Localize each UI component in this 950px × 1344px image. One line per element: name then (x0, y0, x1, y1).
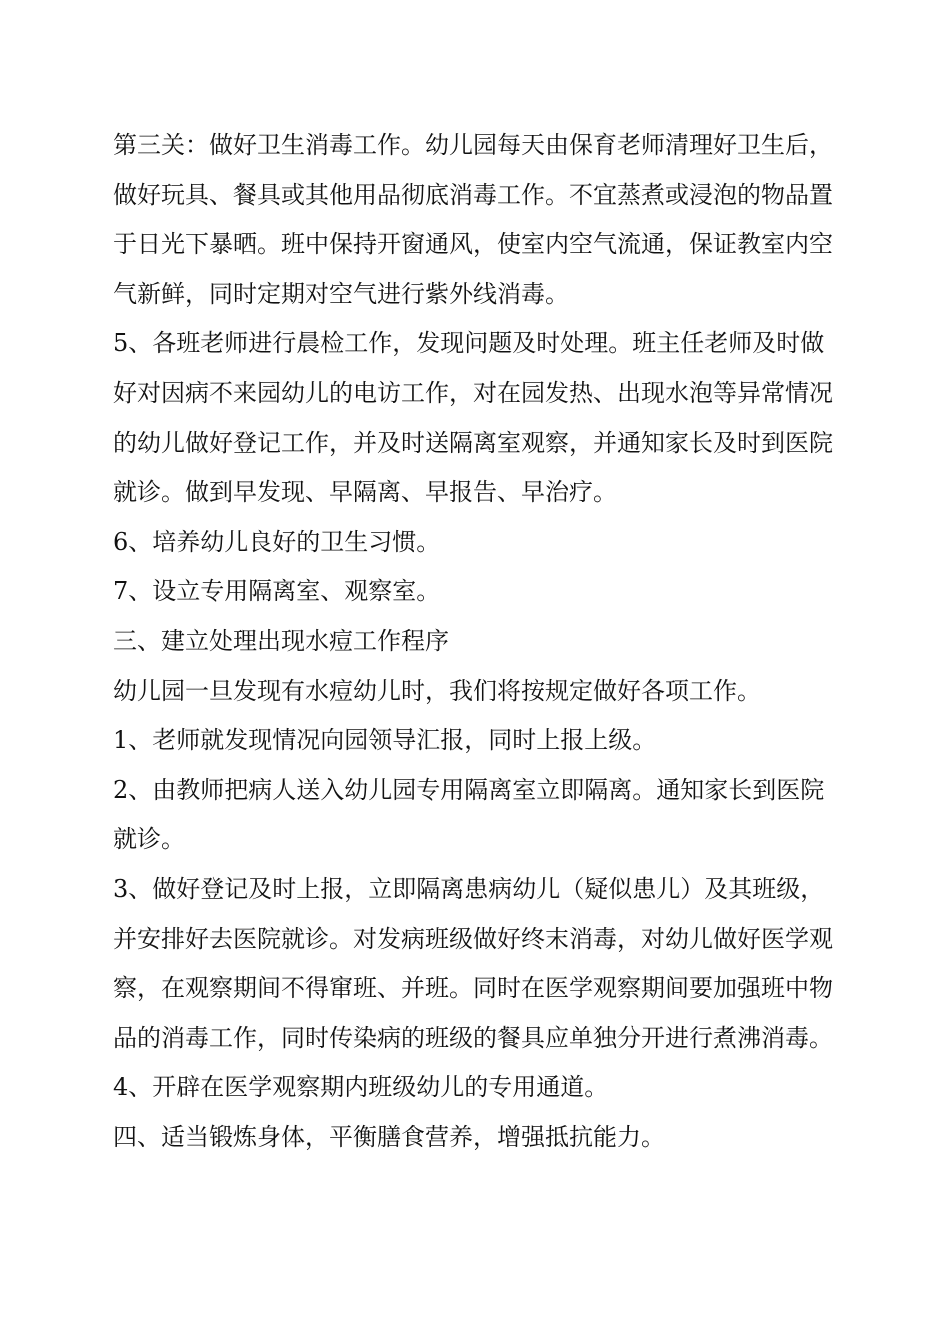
paragraph-step-1: 1、老师就发现情况向园领导汇报，同时上报上级。 (113, 726, 657, 755)
paragraph-step-2: 2、由教师把病人送入幼儿园专用隔离室立即隔离。通知家长到医院就诊。 (113, 775, 825, 854)
paragraph-step-4: 4、开辟在医学观察期内班级幼儿的专用通道。 (113, 1073, 609, 1102)
paragraph-isolation-room: 7、设立专用隔离室、观察室。 (113, 577, 441, 606)
document-body (113, 121, 843, 1162)
paragraph-procedure-intro: 幼儿园一旦发现有水痘幼儿时，我们将按规定做好各项工作。 (113, 676, 761, 705)
section-heading-exercise: 四、适当锻炼身体，平衡膳食营养，增强抵抗能力。 (113, 1122, 665, 1151)
section-heading-procedure: 三、建立处理出现水痘工作程序 (113, 626, 449, 655)
paragraph-hygiene-habits: 6、培养幼儿良好的卫生习惯。 (113, 527, 441, 556)
paragraph-disinfection: 第三关：做好卫生消毒工作。幼儿园每天由保育老师清理好卫生后，做好玩具、餐具或其他用品彻底消毒工作。不宜蒸煮或浸泡的物品置于日光下暴晒。班中保持开窗通风，使室内空气流通，保证教室内空气新鲜，同时定期对空气进行紫外线消毒。 (113, 131, 833, 308)
paragraph-morning-check: 5、各班老师进行晨检工作，发现问题及时处理。班主任老师及时做好对因病不来园幼儿的电访工作，对在园发热、出现水泡等异常情况的幼儿做好登记工作，并及时送隔离室观察，并通知家长及时到医院就诊。做到早发现、早隔离、早报告、早治疗。 (113, 329, 833, 507)
paragraph-step-3: 3、做好登记及时上报，立即隔离患病幼儿（疑似患儿）及其班级，并安排好去医院就诊。对发病班级做好终末消毒，对幼儿做好医学观察，在观察期间不得窜班、并班。同时在医学观察期间要加强班中物品的消毒工作，同时传染病的班级的餐具应单独分开进行煮沸消毒。 (113, 874, 833, 1052)
